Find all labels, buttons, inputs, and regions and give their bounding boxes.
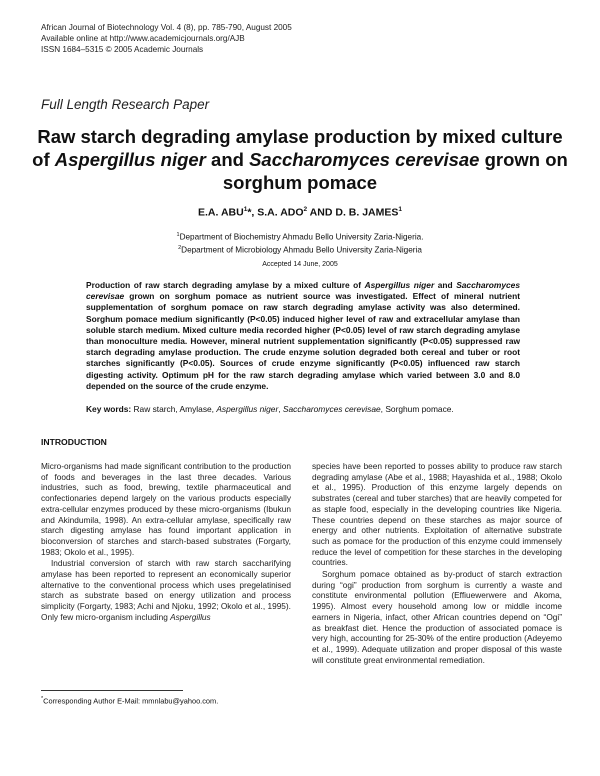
paper-title bbox=[30, 125, 570, 194]
title-organism-1: Aspergillus niger bbox=[54, 149, 206, 170]
abstract-text: Production of raw starch degrading amylase by a mixed culture of bbox=[86, 280, 365, 290]
left-column bbox=[41, 461, 291, 624]
keyword-text: , bbox=[278, 404, 283, 414]
section-heading-introduction: INTRODUCTION bbox=[41, 437, 107, 447]
abstract-organism: Saccharomyces cerevisae bbox=[86, 280, 520, 302]
title-part: Raw starch degrading amylase production by mixed culture of bbox=[32, 126, 563, 170]
keyword-text: Raw starch, Amylase, bbox=[131, 404, 217, 414]
accepted-date: Accepted 14 June, 2005 bbox=[262, 261, 338, 268]
paragraph bbox=[41, 558, 291, 622]
affiliation-line bbox=[0, 243, 600, 256]
footnote-divider bbox=[41, 690, 183, 691]
affiliations bbox=[0, 230, 600, 256]
keyword-organism: Saccharomyces cerevisae bbox=[282, 404, 381, 414]
abstract bbox=[86, 280, 520, 392]
affiliation-text: Department of Microbiology Ahmadu Bello University Zaria-Nigeria bbox=[181, 245, 422, 255]
keyword-text: , Sorghum pomace. bbox=[380, 404, 454, 414]
author-list bbox=[0, 206, 600, 219]
journal-header bbox=[41, 22, 292, 55]
affiliation-mark: 1 bbox=[176, 232, 180, 238]
corresponding-mark: *, bbox=[247, 206, 258, 219]
abstract-text: grown on sorghum pomace as nutrient source was investigated. Effect of mineral nutrient supplementation of sorghum pomace on raw starch degrading amylase activity was also determined. Sorghum pomace medium significantly (P<0.05) induced higher level of raw and extracellular amylase than soluble starch medium. Mixed culture media recorded higher (P<0.05) level of raw starch degrading amylase than monoculture media. However, mineral nutrient supplementation significantly (P<0.05) suppressed raw starch degrading amylase production. The crude enzyme solution degraded both cereal and tuber or root starches significantly (P<0.05). Sources of crude enzyme significantly (P<0.05) influenced raw starch digesting activity. Optimum pH for the raw starch degrading amylase which varied between 3.0 and 8.0 depended on the source of the crude enzyme. bbox=[86, 291, 520, 391]
abstract-text: and bbox=[434, 280, 457, 290]
affiliation-mark: 1 bbox=[243, 206, 248, 213]
author-name: S.A. ADO bbox=[257, 206, 304, 219]
title-part: and bbox=[205, 149, 250, 170]
affiliation-mark: 2 bbox=[178, 245, 182, 252]
paragraph: species have been reported to posses ability to produce raw starch degrading amylase (Abe et al., 1988; Hayashida et al., 1988; Okolo et al., 1995). Production of this enzyme largely depends on substrates (cereal and tuber starches) that are heavily competed for as staple food, especially in the developing countries like Nigeria. These countries depend on these starches as major source of energy and other nutrients. Exploitation of alternative substrate such as pomace for the production of this enzyme could immensely reduce the level of competition for these starches in the developing countries. bbox=[312, 461, 562, 568]
author-name: E.A. ABU bbox=[198, 206, 244, 219]
paragraph-organism: Aspergillus bbox=[170, 611, 211, 622]
footnote-text: Corresponding Author E-Mail: mmnlabu@yahoo.com. bbox=[43, 696, 219, 706]
title-part: grown on sorghum pomace bbox=[222, 149, 568, 193]
footnote-mark: * bbox=[41, 696, 44, 702]
paragraph: Micro-organisms had made significant contribution to the production of foods and beverages in the last three decades. Various industries, such as food, brewing, textile pharmaceutical and confectionaries depend largely on the various products especially extra-cellular enzymes produced by these micro-organisms (Ibukun and Akindumila, 1998). An extra-cellular amylase, specifically raw starch digesting amylase has found important application in bioconversion of starches and starch-based substrates (Forgarty, 1983; Okolo et al., 1995). bbox=[41, 461, 291, 557]
paragraph: Sorghum pomace obtained as by-product of starch extraction during “ogi” production from sorghum is currently a waste and constitute environmental pollution (Effiuewerwere and Akoma, 1995). Almost every household among low or middle income earners in Nigeria, infact, other African countries depend on “Ogi” as breakfast diet. Hence the production of associated pomace is very high, accounting for 25-30% of the entire production (Adeyemo et al., 1999). Adequate utilization and proper disposal of this waste will constitute great environmental remediation. bbox=[312, 569, 562, 665]
affiliation-mark: 1 bbox=[398, 206, 402, 213]
keywords-label: Key words: bbox=[86, 404, 132, 414]
keywords bbox=[86, 404, 536, 414]
affiliation-line bbox=[0, 230, 600, 243]
affiliation-text: Department of Biochemistry Ahmadu Bello University Zaria-Nigeria. bbox=[179, 232, 424, 242]
paragraph-text: Industrial conversion of starch with raw starch saccharifying amylase has been reported to represent an economically superior alternative to the conventional process which uses pregelatinised starch as substrate based on energy utilization and process simplicity (Forgarty, 1983; Achi and Njoku, 1992; Okolo et al., 1995). Only few micro-organism including bbox=[41, 558, 291, 622]
author-name: D. B. JAMES bbox=[335, 206, 399, 219]
paper-type: Full Length Research Paper bbox=[41, 97, 210, 112]
journal-citation: African Journal of Biotechnology Vol. 4 (8), pp. 785-790, August 2005 bbox=[41, 23, 292, 32]
journal-url: Available online at http://www.academicjournals.org/AJB bbox=[41, 34, 245, 43]
author-separator: AND bbox=[307, 206, 336, 219]
journal-issn: ISSN 1684–5315 © 2005 Academic Journals bbox=[41, 45, 204, 54]
affiliation-mark: 2 bbox=[303, 206, 308, 213]
right-column bbox=[312, 461, 562, 666]
footnote bbox=[41, 696, 218, 705]
abstract-organism: Aspergillus niger bbox=[364, 280, 435, 290]
title-organism-2: Saccharomyces cerevisae bbox=[249, 149, 480, 170]
keyword-organism: Aspergillus niger bbox=[216, 404, 279, 414]
